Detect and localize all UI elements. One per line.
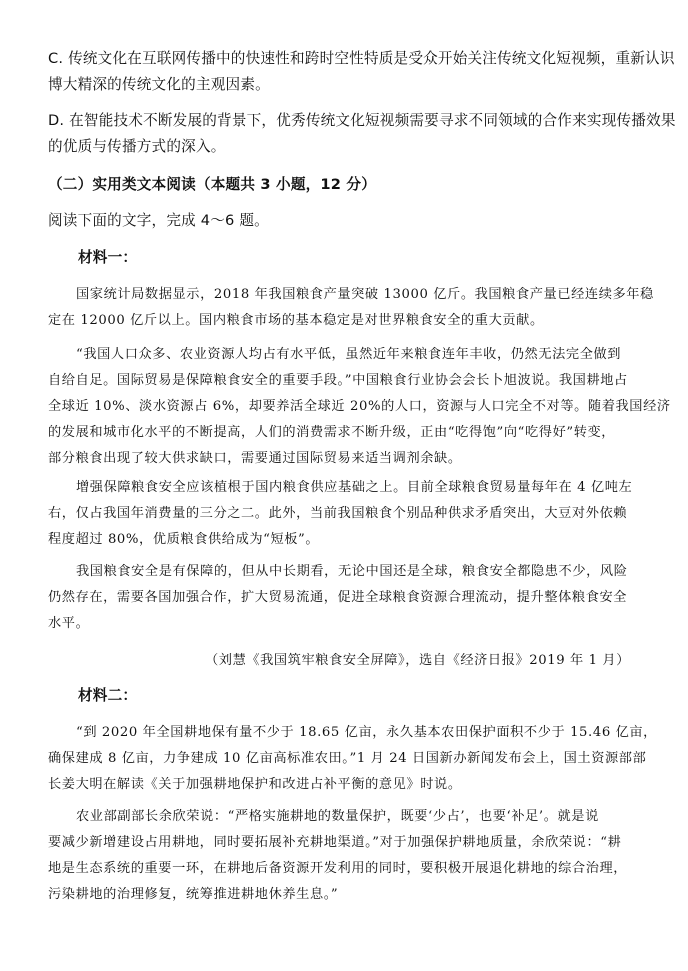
text-line: 污染耕地的治理修复，统筹推进耕地休养生息。”: [48, 887, 339, 902]
option-d-line-2: 的优质与传播方式的深入。: [48, 138, 226, 155]
text-line: 增强保障粮食安全应该植根于国内粮食供应基础之上。目前全球粮食贸易量每年在 4 亿吨左: [76, 480, 633, 495]
text-line: “到 2020 年全国耕地保有量不少于 18.65 亿亩，永久基本农田保护面积不少于 15.46 亿亩，: [76, 725, 657, 740]
material-2-paragraph-2: [48, 804, 648, 908]
text-line: 的发展和城市化水平的不断提高，人们的消费需求不断升级，正由“吃得饱”向“吃得好”转变，: [48, 425, 616, 440]
material-1-paragraph-4: [48, 559, 648, 637]
section-heading: （二）实用类文本阅读（本题共 3 小题，12 分）: [48, 176, 376, 193]
text-line: 我国粮食安全是有保障的，但从中长期看，无论中国还是全球，粮食安全都隐患不少，风险: [76, 564, 628, 579]
text-line: 自给自足。国际贸易是保障粮食安全的重要手段。”中国粮食行业协会会长卜旭波说。我国耕地占: [48, 373, 628, 388]
text-line: 全球近 10%、淡水资源占 6%，却要养活全球近 20%的人口，资源与人口完全不对等。随着我国经济: [48, 399, 671, 414]
material-1-paragraph-3: [48, 475, 648, 553]
text-line: 右，仅占我国年消费量的三分之二。此外，当前我国粮食个别品种供求矛盾突出，大豆对外依赖: [48, 506, 628, 521]
option-d-line-1: D. 在智能技术不断发展的背景下，优秀传统文化短视频需要寻求不同领域的合作来实现传播效果: [48, 112, 676, 129]
text-line: 程度超过 80%，优质粮食供给成为“短板”。: [48, 532, 320, 547]
option-c: [48, 46, 675, 98]
text-line: 国家统计局数据显示，2018 年我国粮食产量突破 13000 亿斤。我国粮食产量已经连续多年稳: [76, 287, 654, 302]
text-line: 地是生态系统的重要一环，在耕地后备资源开发利用的同时，要积极开展退化耕地的综合治理，: [48, 861, 628, 876]
text-line: 要减少新增建设占用耕地，同时要拓展补充耕地渠道。”对于加强保护耕地质量，余欣荣说：“耕: [48, 835, 622, 850]
text-line: 农业部副部长余欣荣说：“严格实施耕地的数量保护，既要‘少占’，也要‘补足’。就是说: [76, 809, 599, 824]
material-1-paragraph-2: [48, 342, 671, 472]
material-1-paragraph-1: [48, 282, 654, 334]
text-line: “我国人口众多、农业资源人均占有水平低，虽然近年来粮食连年丰收，仍然无法完全做到: [76, 347, 622, 362]
text-line: 部分粮食出现了较大供求缺口，需要通过国际贸易来适当调剂余缺。: [48, 451, 462, 466]
material-1-source: （刘慧《我国筑牢粮食安全屏障》，选自《经济日报》2019 年 1 月）: [205, 653, 630, 668]
text-line: 确保建成 8 亿亩，力争建成 10 亿亩高标准农田。”1 月 24 日国新办新闻发布会上，国土资源部部: [48, 751, 647, 766]
text-line: 水平。: [48, 616, 90, 631]
text-line: 仍然存在，需要各国加强合作，扩大贸易流通，促进全球粮食资源合理流动，提升整体粮食安全: [48, 590, 628, 605]
option-c-line-2: 博大精深的传统文化的主观因素。: [48, 76, 270, 93]
text-line: 定在 12000 亿斤以上。国内粮食市场的基本稳定是对世界粮食安全的重大贡献。: [48, 313, 544, 328]
instruction: 阅读下面的文字，完成 4～6 题。: [48, 212, 269, 229]
text-line: 长姜大明在解读《关于加强耕地保护和改进占补平衡的意见》时说。: [48, 777, 462, 792]
option-d: [48, 108, 676, 160]
material-2-title: 材料二：: [78, 687, 138, 704]
material-2-paragraph-1: [48, 720, 657, 798]
option-c-line-1: C. 传统文化在互联网传播中的快速性和跨时空性特质是受众开始关注传统文化短视频，重新认识: [48, 50, 675, 67]
material-1-title: 材料一：: [78, 249, 138, 266]
